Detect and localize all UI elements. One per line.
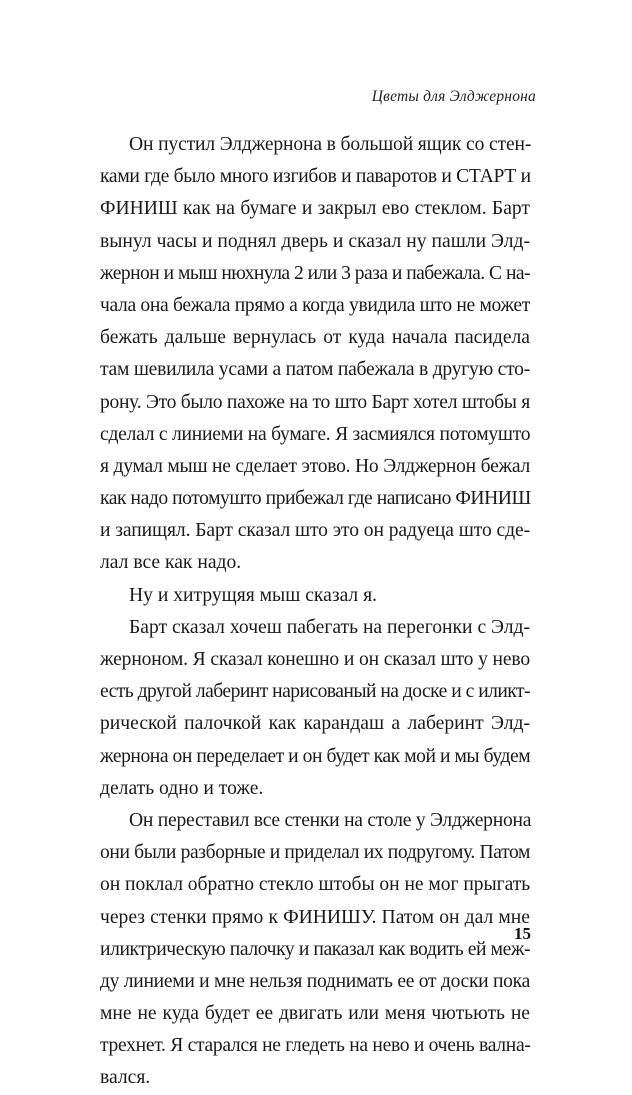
- body-text: [100, 129, 530, 1095]
- text-line: есть другой лаберинт нарисованый на доске и с иликт-: [100, 681, 530, 703]
- text-line: иликтрическую палочку и паказал как водить ей меж-: [100, 938, 531, 960]
- text-line: делать одно и тоже.: [100, 777, 264, 799]
- text-line: чала она бежала прямо а когда увидила што не может: [100, 294, 530, 316]
- text-line: Он переставил все стенки на столе у Элджернона: [129, 809, 532, 831]
- text-line: он поклал обратно стекло штобы он не мог прыгать: [100, 874, 531, 896]
- text-line: вынул часы и поднял дверь и сказал ну пашли Элд-: [100, 230, 530, 252]
- text-line: ду линиеми и мне нельзя поднимать ее от доски пока: [100, 970, 530, 992]
- text-line: Он пустил Элджернона в большой ящик со стен-: [129, 134, 532, 155]
- text-line: трехнет. Я старался не гледеть на нево и очень вална-: [100, 1035, 531, 1057]
- text-line: через стенки прямо к ФИНИШУ. Патом он дал мне: [100, 906, 530, 928]
- text-line: вался.: [100, 1067, 151, 1089]
- text-line: сделал с линиеми на бумаге. Я засмиялся потомушто: [100, 423, 531, 445]
- text-line: там шевилила усами а патом пабежала в другую сто-: [100, 359, 530, 381]
- text-line: рической палочкой как карандаш а лаберинт Элд-: [100, 713, 530, 735]
- text-line: ФИНИШ как на бумаге и закрыл ево стеклом. Барт: [100, 198, 530, 220]
- text-line: лал все как надо.: [100, 552, 242, 574]
- text-line: как надо потомушто прибежал где написано ФИНИШ: [100, 488, 531, 510]
- text-line: ками где было много изгибов и паваротов и СТАРТ и: [100, 166, 531, 188]
- text-line: они были разборные и приделал их подругому. Патом: [100, 842, 530, 864]
- running-head-title: Цветы для Элджернона: [371, 88, 536, 105]
- text-line: жерноном. Я сказал конешно и он сказал што у нево: [100, 649, 530, 670]
- text-line: бежать дальше вернулась от куда начала пасидела: [100, 327, 530, 349]
- text-line: мне не куда будет ее двигать или меня чютьють не: [100, 1003, 530, 1025]
- text-line: я думал мыш не сделает этово. Но Элджернон бежал: [100, 455, 530, 477]
- text-line: и запищял. Барт сказал што это он радуеца што сде-: [100, 520, 530, 542]
- text-line: жернона он переделает и он будет как мой и мы будем: [100, 745, 531, 767]
- page-number: 15: [514, 924, 531, 943]
- text-line: Барт сказал хочеш пабегать на перегонки с Элд-: [129, 616, 530, 638]
- text-line: жернон и мыш нюхнула 2 или 3 раза и пабежала. С на-: [100, 262, 530, 284]
- text-line: рону. Это было пахоже на то што Барт хотел штобы я: [100, 391, 530, 413]
- text-line: Ну и хитрущяя мыш сказал я.: [129, 584, 378, 606]
